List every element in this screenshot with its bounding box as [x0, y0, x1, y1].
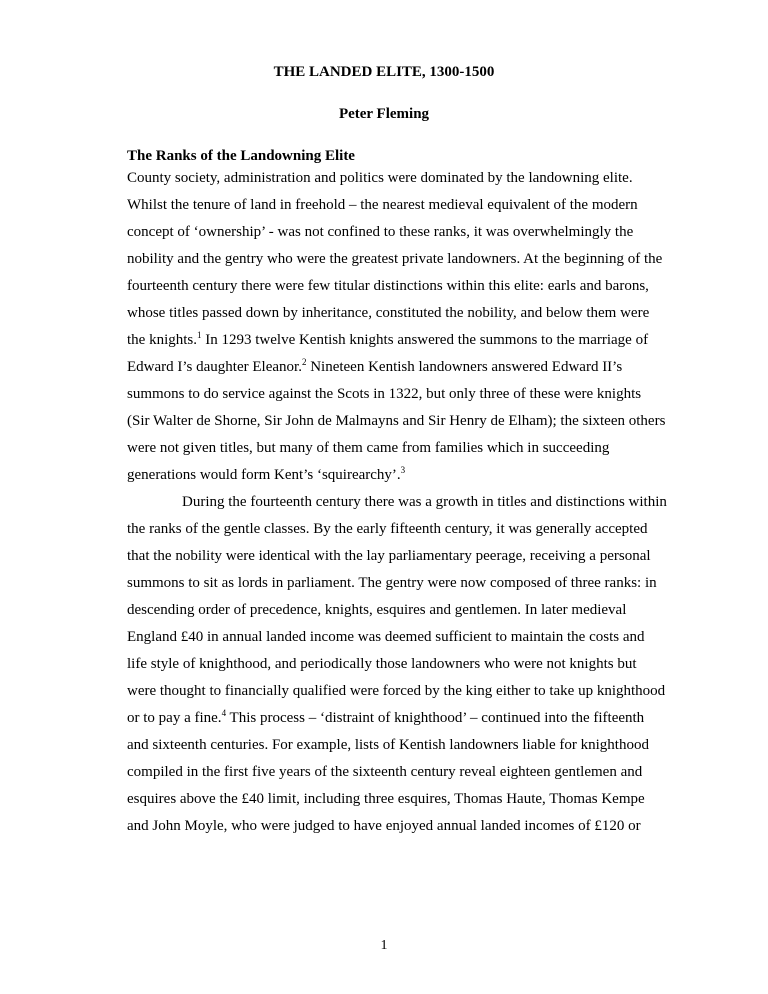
- text-line: [127, 165, 662, 192]
- line-text-continued: In 1293 twelve Kentish knights answered the summons to the marriage of: [201, 332, 649, 348]
- text-line: [127, 651, 662, 678]
- line-text: fourteenth century there were few titular distinctions within this elite: earls and barons,: [127, 278, 649, 294]
- line-text-continued: This process – ‘distraint of knighthood’ – continued into the fifteenth: [226, 710, 645, 726]
- text-line: [127, 597, 662, 624]
- line-text: and John Moyle, who were judged to have enjoyed annual landed incomes of £120 or: [127, 818, 641, 834]
- text-line: [127, 678, 666, 705]
- text-line: [127, 732, 662, 759]
- line-text: England £40 in annual landed income was deemed sufficient to maintain the costs and: [127, 629, 645, 645]
- line-text: During the fourteenth century there was a growth in titles and distinctions within: [182, 494, 667, 510]
- line-text: esquires above the £40 limit, including three esquires, Thomas Haute, Thomas Kempe: [127, 791, 645, 807]
- line-text: were thought to financially qualified were forced by the king either to take up knighthood: [127, 683, 666, 699]
- text-line: [127, 327, 662, 354]
- text-line: [127, 705, 662, 732]
- author-name: Peter Fleming: [338, 106, 430, 122]
- text-line: [127, 489, 667, 516]
- text-line: [127, 570, 662, 597]
- text-line: [127, 300, 662, 327]
- line-text: summons to do service against the Scots in 1322, but only three of these were knights: [127, 386, 642, 402]
- text-line: [127, 219, 662, 246]
- line-text: generations would form Kent’s ‘squirearchy’.: [127, 467, 401, 483]
- line-text: concept of ‘ownership’ - was not confined to these ranks, it was overwhelmingly the: [127, 224, 634, 240]
- line-text: the knights.: [127, 332, 197, 348]
- line-text-continued: Nineteen Kentish landowners answered Edward II’s: [306, 359, 623, 375]
- page-number: 1: [380, 938, 388, 953]
- line-text: the ranks of the gentle classes. By the early fifteenth century, it was generally accepted: [127, 521, 648, 537]
- text-line: [127, 813, 662, 840]
- text-line: [127, 624, 662, 651]
- line-text: compiled in the first five years of the sixteenth century reveal eighteen gentlemen and: [127, 764, 643, 780]
- line-text: nobility and the gentry who were the greatest private landowners. At the beginning of the: [127, 251, 663, 267]
- footnote-marker: 3: [400, 465, 406, 475]
- line-text: descending order of precedence, knights, esquires and gentlemen. In later medieval: [127, 602, 627, 618]
- document-title: THE LANDED ELITE, 1300-1500: [273, 64, 495, 80]
- text-line: [127, 273, 662, 300]
- text-line: [127, 246, 662, 273]
- text-line: [127, 462, 662, 489]
- footnote-marker: 4: [221, 708, 227, 718]
- line-text: Edward I’s daughter Eleanor.: [127, 359, 302, 375]
- line-text: County society, administration and politics were dominated by the landowning elite.: [127, 170, 633, 186]
- text-line: [127, 786, 662, 813]
- text-line: [127, 354, 662, 381]
- footnote-marker: 1: [197, 330, 202, 340]
- line-text: and sixteenth centuries. For example, lists of Kentish landowners liable for knighthood: [127, 737, 649, 753]
- line-text: life style of knighthood, and periodically those landowners who were not knights but: [127, 656, 637, 672]
- line-text: Whilst the tenure of land in freehold – the nearest medieval equivalent of the modern: [127, 197, 638, 213]
- line-text: or to pay a fine.: [127, 710, 222, 726]
- line-text: that the nobility were identical with the lay parliamentary peerage, receiving a personal: [127, 548, 651, 564]
- text-line: [127, 435, 662, 462]
- text-line: [127, 516, 662, 543]
- section-heading: The Ranks of the Landowning Elite: [127, 148, 355, 164]
- body-text: [127, 165, 667, 840]
- text-line: [127, 543, 662, 570]
- line-text: whose titles passed down by inheritance, constituted the nobility, and below them were: [127, 305, 650, 321]
- text-line: [127, 759, 662, 786]
- text-line: [127, 408, 666, 435]
- footnote-marker: 2: [301, 357, 307, 367]
- text-line: [127, 381, 662, 408]
- line-text: summons to sit as lords in parliament. The gentry were now composed of three ranks: in: [127, 575, 657, 591]
- line-text: (Sir Walter de Shorne, Sir John de Malmayns and Sir Henry de Elham); the sixteen others: [127, 413, 666, 429]
- text-line: [127, 192, 662, 219]
- line-text: were not given titles, but many of them came from families which in succeeding: [127, 440, 610, 456]
